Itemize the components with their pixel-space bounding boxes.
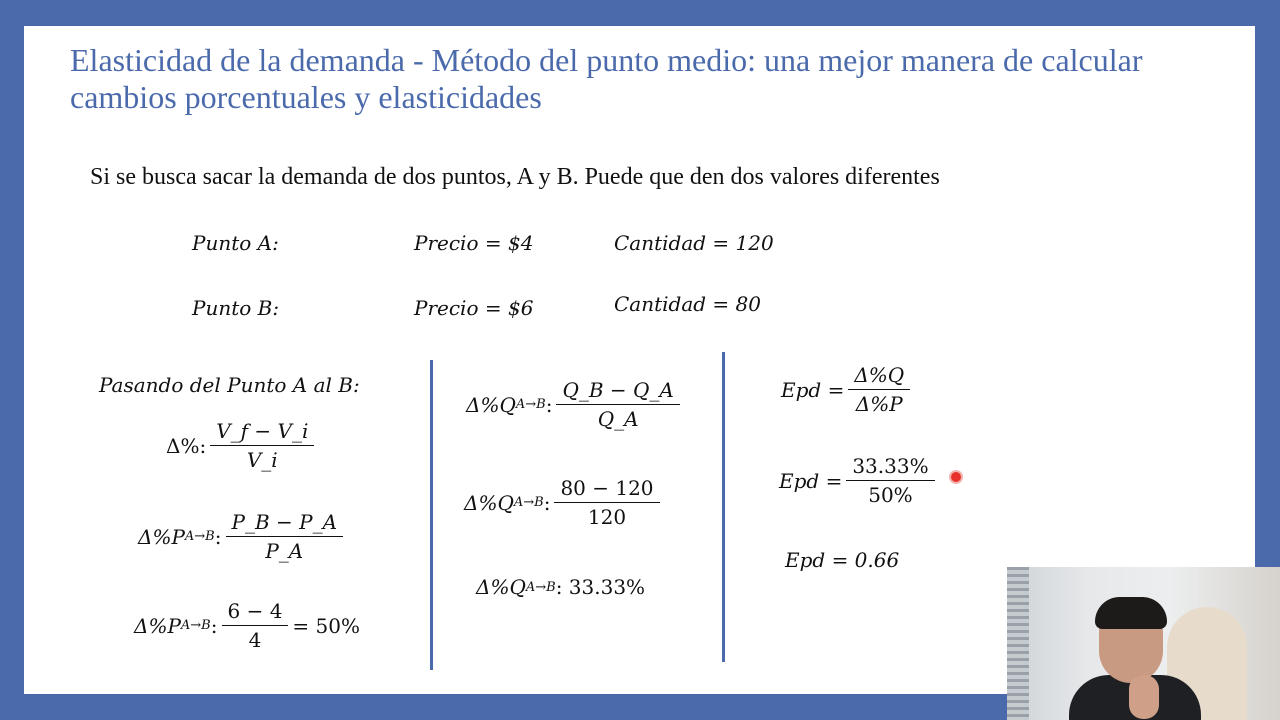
dq-calc-subscript: A→B	[513, 495, 544, 510]
dq-denominator: Q_A	[597, 407, 639, 431]
webcam-overlay	[1007, 567, 1280, 720]
epd-denominator: Δ%P	[855, 392, 903, 416]
dq-result-value: : 33.33%	[555, 575, 646, 599]
epd-calc-denominator: 50%	[868, 483, 913, 507]
delta-denominator: V_i	[246, 448, 278, 472]
dp-calc-numerator: 6 − 4	[222, 599, 289, 626]
dq-calc-fraction	[554, 476, 659, 529]
dp-label: Δ%P	[138, 524, 185, 549]
point-a-label: Punto A:	[192, 231, 279, 255]
epd-formula	[781, 363, 914, 416]
dp-numerator: P_B − P_A	[226, 510, 344, 537]
dp-calc-label: Δ%P	[134, 613, 181, 638]
intro-text: Si se busca sacar la demanda de dos puntos, A y B. Puede que den dos valores diferentes	[90, 164, 940, 190]
delta-numerator: V_f − V_i	[210, 419, 314, 446]
slide-title: Elasticidad de la demanda - Método del punto medio: una mejor manera de calcular cambios porcentuales y elasticidades	[70, 42, 1143, 115]
epd-label: Epd =	[781, 377, 845, 402]
point-a-quantity: Cantidad = 120	[614, 231, 774, 255]
point-a-price: Precio = $4	[414, 231, 534, 255]
epd-final: Epd = 0.66	[785, 548, 900, 572]
dq-label: Δ%Q	[466, 392, 516, 417]
dq-fraction	[556, 378, 679, 431]
dq-calc-denominator: 120	[587, 505, 627, 529]
delta-fraction	[210, 419, 314, 472]
dp-calc-denominator: 4	[248, 628, 262, 652]
epd-calc-label: Epd =	[779, 468, 843, 493]
point-b-quantity: Cantidad = 80	[614, 292, 761, 316]
laser-pointer-dot	[951, 472, 961, 482]
webcam-window-blind	[1007, 567, 1029, 720]
dp-calc-subscript: A→B	[180, 618, 211, 633]
delta-formula	[166, 419, 318, 472]
webcam-presenter-hand	[1129, 675, 1159, 719]
dp-calc: Δ%P A→B : $\frac{6 - 4}{4}$ = 50%	[134, 599, 360, 652]
dp-calc-result: = 50%	[292, 613, 360, 638]
dp-subscript: A→B	[184, 529, 215, 544]
divider-left	[430, 360, 433, 670]
dq-calc-label: Δ%Q	[464, 490, 514, 515]
dp-calc-fraction	[222, 599, 289, 652]
divider-right	[722, 352, 725, 662]
dp-formula: Δ%P A→B : $\frac{P\_B - P\_A}{P\_A}$	[138, 510, 347, 563]
dq-result	[476, 575, 645, 599]
delta-label: Δ%:	[166, 433, 207, 458]
point-b-price: Precio = $6	[414, 296, 534, 320]
dq-result-subscript: A→B	[525, 579, 556, 595]
epd-fraction	[848, 363, 910, 416]
epd-calc-fraction	[846, 454, 934, 507]
dp-denominator: P_A	[265, 539, 304, 563]
left-heading: Pasando del Punto A al B:	[99, 373, 360, 397]
dq-numerator: Q_B − Q_A	[556, 378, 679, 405]
dq-calc: Δ%Q A→B : $\frac{80 - 120}{120}$	[464, 476, 664, 529]
dq-subscript: A→B	[515, 397, 546, 412]
dq-formula: Δ%Q A→B : $\frac{Q\_B - Q\_A}{Q\_A}$	[466, 378, 684, 431]
point-b-label: Punto B:	[192, 296, 280, 320]
epd-numerator: Δ%Q	[848, 363, 910, 390]
webcam-presenter-hair	[1095, 597, 1167, 629]
dp-fraction	[226, 510, 344, 563]
epd-calc-numerator: 33.33%	[846, 454, 934, 481]
epd-calc	[779, 454, 939, 507]
dq-result-label: Δ%Q	[476, 575, 526, 599]
dq-calc-numerator: 80 − 120	[554, 476, 659, 503]
